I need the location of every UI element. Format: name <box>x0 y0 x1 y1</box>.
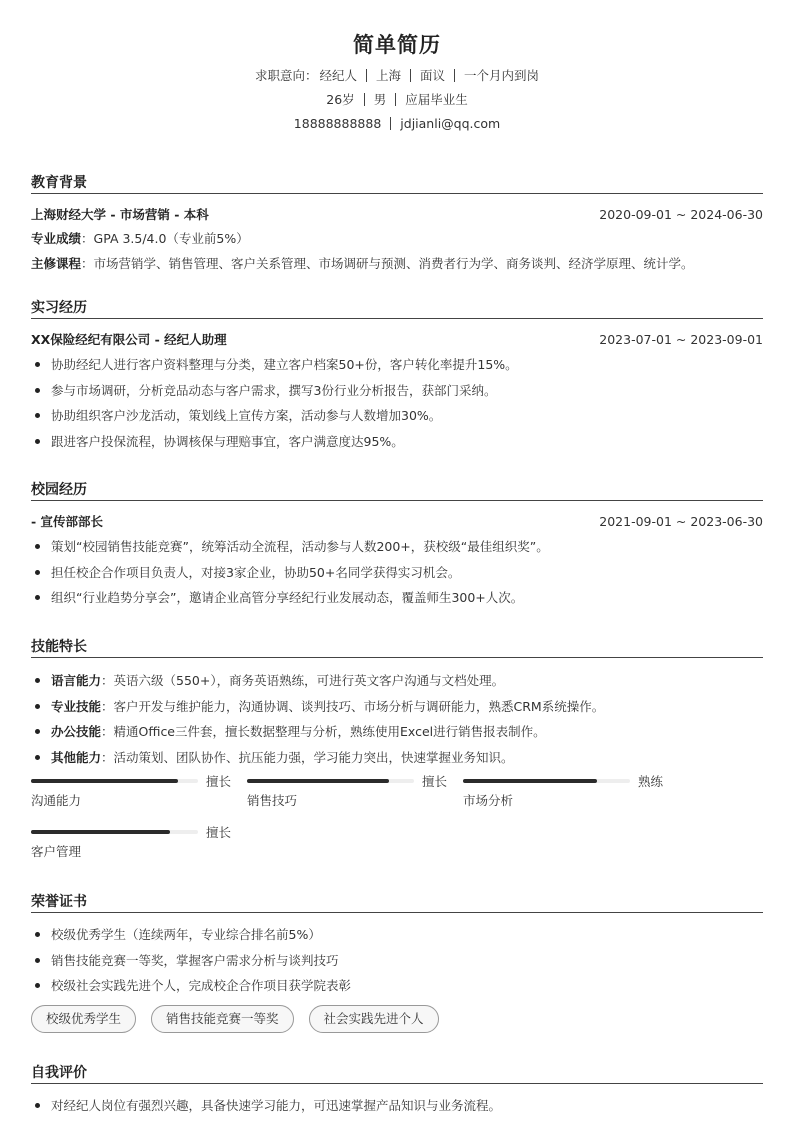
skill-fill <box>31 830 170 834</box>
resume-header <box>0 0 794 132</box>
skill-label: 其他能力 <box>51 749 102 765</box>
section-title: 技能特长 <box>31 636 763 658</box>
skill-label: 语言能力 <box>51 673 102 688</box>
list-item <box>31 694 763 720</box>
divider <box>410 69 411 82</box>
skill-level: 擅长 <box>421 774 447 789</box>
honor-tags <box>31 1005 763 1033</box>
intent-prefix: 求职意向： <box>254 68 318 83</box>
campus-section <box>31 479 763 611</box>
list-item: 参与市场调研，分析竞品动态与客户需求，撰写3份行业分析报告，获部门采纳。 <box>31 378 763 404</box>
list-item: 销售技能竞赛一等奖，掌握客户需求分析与谈判技巧 <box>31 948 763 974</box>
skills-section <box>31 636 763 876</box>
divider <box>395 93 396 106</box>
skill-text: ：英语六级（550+），商务英语熟练，可进行英文客户沟通与文档处理。 <box>101 673 505 688</box>
skill-bar-market <box>463 772 663 810</box>
honor-tag: 销售技能竞赛一等奖 <box>151 1005 294 1033</box>
education-entry-head <box>31 206 763 224</box>
job-intent-line <box>0 67 794 84</box>
section-title: 教育背景 <box>31 172 763 194</box>
skill-bar-client <box>31 823 231 861</box>
list-item: 协助组织客户沙龙活动，策划线上宣传方案，活动参与人数增加30%。 <box>31 403 763 429</box>
list-item: 校级社会实践先进个人，完成校企合作项目获学院表彰 <box>31 973 763 999</box>
skill-bar-sales <box>247 772 447 810</box>
intent-city: 上海 <box>375 68 401 83</box>
list-item: 担任校企合作项目负责人，对接3家企业，协助50+名同学获得实习机会。 <box>31 560 763 586</box>
divider <box>364 93 365 106</box>
education-section <box>31 172 763 276</box>
section-title: 荣誉证书 <box>31 891 763 913</box>
gpa-value: ：GPA 3.5/4.0（专业前5%） <box>81 231 249 246</box>
skill-label: 办公技能 <box>51 724 102 739</box>
internship-section <box>31 297 763 454</box>
gender: 男 <box>373 92 387 107</box>
list-item: 校级优秀学生（连续两年，专业综合排名前5%） <box>31 922 763 948</box>
gpa-row <box>31 226 763 251</box>
skill-bar-communication <box>31 772 231 810</box>
intent-position: 经纪人 <box>319 68 357 83</box>
company-role: XX保险经纪有限公司 - 经纪人助理 <box>31 332 227 347</box>
self-eval-section <box>31 1062 763 1119</box>
list-item: 跟进客户投保流程，协调核保与理赔事宜，客户满意度达95%。 <box>31 429 763 455</box>
campus-entry-head <box>31 513 763 531</box>
phone: 18888888888 <box>293 116 382 131</box>
list-item: 对经纪人岗位有强烈兴趣，具备快速学习能力，可迅速掌握产品知识与业务流程。 <box>31 1093 763 1119</box>
skill-name: 客户管理 <box>31 844 82 859</box>
list-item: 策划“校园销售技能竞赛”，统筹活动全流程，活动参与人数200+，获校级“最佳组织奖”。 <box>31 534 763 560</box>
basic-info-line <box>0 91 794 108</box>
divider <box>454 69 455 82</box>
internship-entry-head <box>31 331 763 349</box>
divider <box>366 69 367 82</box>
skill-bars <box>31 772 763 876</box>
skill-level: 擅长 <box>205 825 231 840</box>
gpa-label: 专业成绩 <box>31 231 82 246</box>
list-item: 组织“行业趋势分享会”，邀请企业高管分享经纪行业发展动态，覆盖师生300+人次。 <box>31 585 763 611</box>
campus-role: - 宣传部部长 <box>31 514 104 529</box>
self-eval-list <box>31 1093 763 1119</box>
skill-track <box>247 779 414 783</box>
courses-value: ：市场营销学、销售管理、客户关系管理、市场调研与预测、消费者行为学、商务谈判、经济学原理、统计学。 <box>81 256 694 271</box>
skill-text: ：精通Office三件套，擅长数据整理与分析，熟练使用Excel进行销售报表制作。 <box>101 724 546 739</box>
section-title: 自我评价 <box>31 1062 763 1084</box>
skill-name: 市场分析 <box>463 793 514 808</box>
skill-label: 专业技能 <box>51 698 102 714</box>
skill-text: ：活动策划、团队协作、抗压能力强，学习能力突出，快速掌握业务知识。 <box>101 749 514 765</box>
list-item <box>31 668 763 694</box>
honor-tag: 校级优秀学生 <box>31 1005 136 1033</box>
date-range: 2020-09-01 ~ 2024-06-30 <box>599 207 763 222</box>
skill-track <box>31 830 198 834</box>
intent-salary: 面议 <box>420 68 446 83</box>
date-range: 2021-09-01 ~ 2023-06-30 <box>599 514 763 529</box>
section-title: 校园经历 <box>31 479 763 501</box>
list-item <box>31 745 763 771</box>
list-item: 协助经纪人进行客户资料整理与分类，建立客户档案50+份，客户转化率提升15%。 <box>31 352 763 378</box>
list-item <box>31 719 763 745</box>
divider <box>390 117 391 130</box>
skill-track <box>463 779 630 783</box>
resume-title: 简单简历 <box>353 33 441 57</box>
campus-list <box>31 534 763 611</box>
skill-fill <box>247 779 389 783</box>
skill-level: 擅长 <box>205 774 231 789</box>
skill-level: 熟练 <box>637 774 663 789</box>
section-title: 实习经历 <box>31 297 763 319</box>
skill-name: 沟通能力 <box>31 793 82 808</box>
skill-fill <box>463 779 597 783</box>
skill-name: 销售技巧 <box>247 793 298 808</box>
skill-track <box>31 779 198 783</box>
honors-list <box>31 922 763 999</box>
skills-list <box>31 668 763 770</box>
date-range: 2023-07-01 ~ 2023-09-01 <box>599 332 763 347</box>
school-name: 上海财经大学 - 市场营销 - 本科 <box>31 207 209 222</box>
age: 26岁 <box>326 92 355 107</box>
contact-line <box>0 115 794 132</box>
courses-row <box>31 251 763 276</box>
skill-fill <box>31 779 178 783</box>
email: jdjianli@qq.com <box>400 116 501 131</box>
honor-tag: 社会实践先进个人 <box>309 1005 439 1033</box>
internship-list <box>31 352 763 454</box>
intent-availability: 一个月内到岗 <box>464 68 540 83</box>
skill-text: ：客户开发与维护能力，沟通协调、谈判技巧、市场分析与调研能力，熟悉CRM系统操作。 <box>101 698 605 714</box>
courses-label: 主修课程 <box>31 256 82 271</box>
status: 应届毕业生 <box>405 92 468 107</box>
honors-section <box>31 891 763 1033</box>
